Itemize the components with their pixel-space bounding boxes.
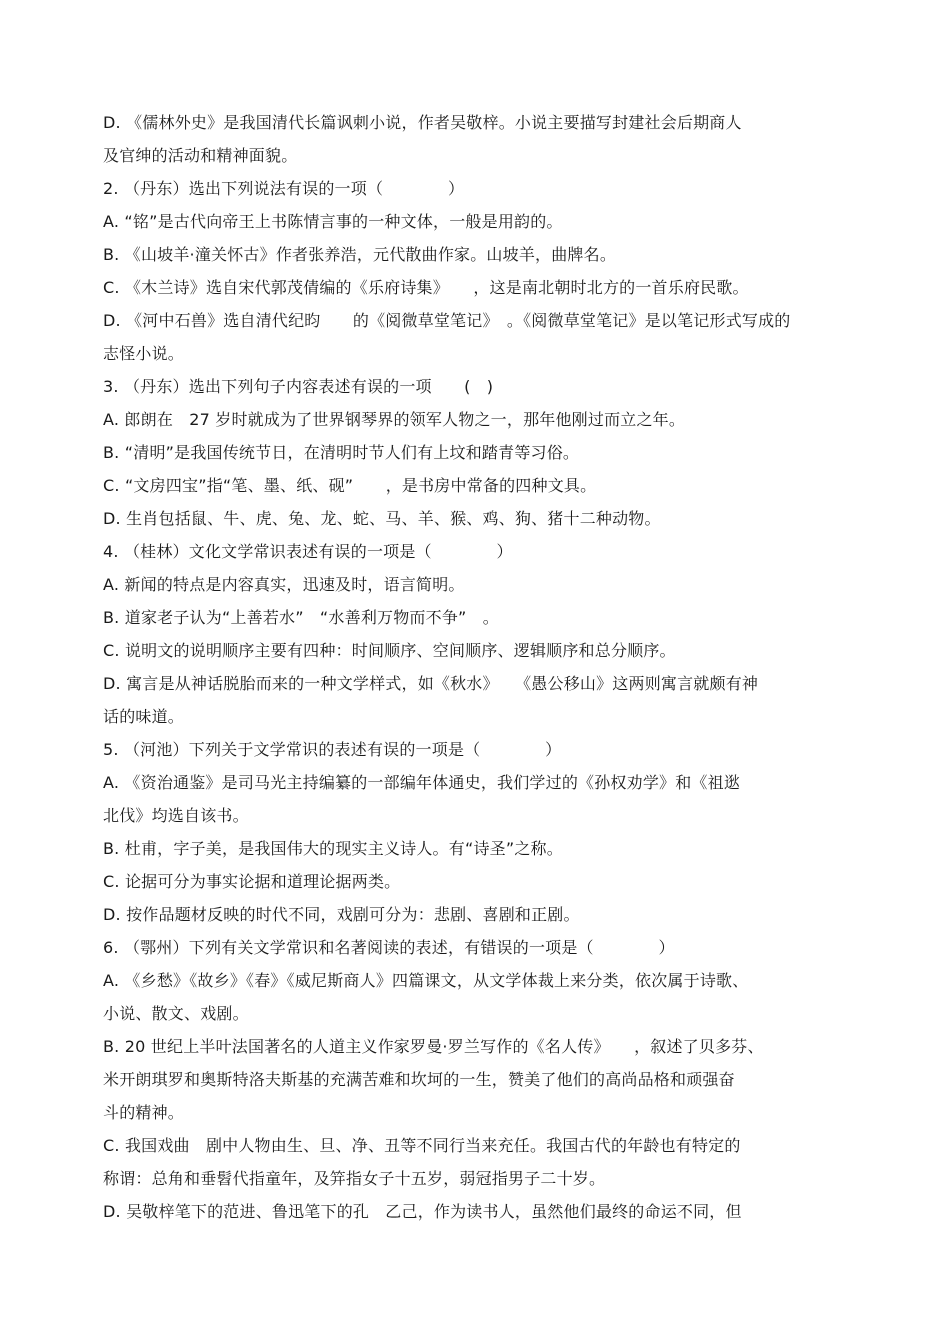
- text-line: 小说、散文、戏剧。: [103, 1004, 249, 1023]
- option-line: D. 生肖包括鼠、牛、虎、兔、龙、蛇、马、羊、猴、鸡、狗、猪十二种动物。: [103, 509, 661, 528]
- option-line: A. 《乡愁》《故乡》《春》《威尼斯商人》四篇课文，从文学体裁上来分类，依次属于诗歌、: [103, 971, 749, 990]
- text-line: 称谓：总角和垂髫代指童年，及笄指女子十五岁，弱冠指男子二十岁。: [103, 1169, 606, 1188]
- option-line: C. 论据可分为事实论据和道理论据两类。: [103, 872, 401, 891]
- option-line: A. 新闻的特点是内容真实，迅速及时，语言简明。: [103, 575, 465, 594]
- option-line: D. 寓言是从神话脱胎而来的一种文学样式，如《秋水》 《愚公移山》这两则寓言就颇有神: [103, 674, 759, 693]
- option-line: C. 《木兰诗》选自宋代郭茂倩编的《乐府诗集》 ，这是南北朝时北方的一首乐府民歌。: [103, 278, 749, 297]
- question-heading: 4. （桂林）文化文学常识表述有误的一项是（ ）: [103, 542, 513, 561]
- question-heading: 5. （河池）下列关于文学常识的表述有误的一项是（ ）: [103, 740, 562, 759]
- option-line: C. 说明文的说明顺序主要有四种：时间顺序、空间顺序、逻辑顺序和总分顺序。: [103, 641, 676, 660]
- option-line: C. 我国戏曲 剧中人物由生、旦、净、丑等不同行当来充任。我国古代的年龄也有特定的: [103, 1136, 741, 1155]
- option-line: A. 《资治通鉴》是司马光主持编纂的一部编年体通史，我们学过的《孙权劝学》和《祖逖: [103, 773, 741, 792]
- option-line: D. 按作品题材反映的时代不同，戏剧可分为：悲剧、喜剧和正剧。: [103, 905, 580, 924]
- option-line: B. 20 世纪上半叶法国著名的人道主义作家罗曼·罗兰写作的《名人传》 ，叙述了贝多芬、: [103, 1037, 764, 1056]
- option-line: A. 郎朗在 27 岁时就成为了世界钢琴界的领军人物之一，那年他刚过而立之年。: [103, 410, 686, 429]
- text-line: 志怪小说。: [103, 344, 185, 363]
- option-line: B. 《山坡羊·潼关怀古》作者张养浩，元代散曲作家。山坡羊，曲牌名。: [103, 245, 617, 264]
- option-line: D. 吴敬梓笔下的范进、鲁迅笔下的孔 乙己，作为读书人，虽然他们最终的命运不同，但: [103, 1202, 742, 1221]
- option-line: B. 杜甫，字子美，是我国伟大的现实主义诗人。有“诗圣”之称。: [103, 839, 563, 858]
- text-line: 北伐》均选自该书。: [103, 806, 249, 825]
- option-line: C. “文房四宝”指“笔、墨、纸、砚” ，是书房中常备的四种文具。: [103, 476, 597, 495]
- question-heading: 6. （鄂州）下列有关文学常识和名著阅读的表述，有错误的一项是（ ）: [103, 938, 675, 957]
- option-line: A. “铭”是古代向帝王上书陈情言事的一种文体，一般是用韵的。: [103, 212, 563, 231]
- question-heading: 3. （丹东）选出下列句子内容表述有误的一项 ( ): [103, 377, 494, 396]
- option-line: D. 《河中石兽》选自清代纪昀 的《阅微草堂笔记》 。《阅微草堂笔记》是以笔记形式写成的: [103, 311, 791, 330]
- text-line: 斗的精神。: [103, 1103, 185, 1122]
- text-line: D. 《儒林外史》是我国清代长篇讽刺小说，作者吴敬梓。小说主要描写封建社会后期商人: [103, 113, 742, 132]
- question-heading: 2. （丹东）选出下列说法有误的一项（ ）: [103, 179, 465, 198]
- option-line: B. 道家老子认为“上善若水” “水善利万物而不争” 。: [103, 608, 499, 627]
- text-line: 米开朗琪罗和奥斯特洛夫斯基的充满苦难和坎坷的一生，赞美了他们的高尚品格和顽强奋: [103, 1070, 735, 1089]
- option-line: B. “清明”是我国传统节日，在清明时节人们有上坟和踏青等习俗。: [103, 443, 580, 462]
- text-line: 及官绅的活动和精神面貌。: [103, 146, 298, 165]
- text-line: 话的味道。: [103, 707, 185, 726]
